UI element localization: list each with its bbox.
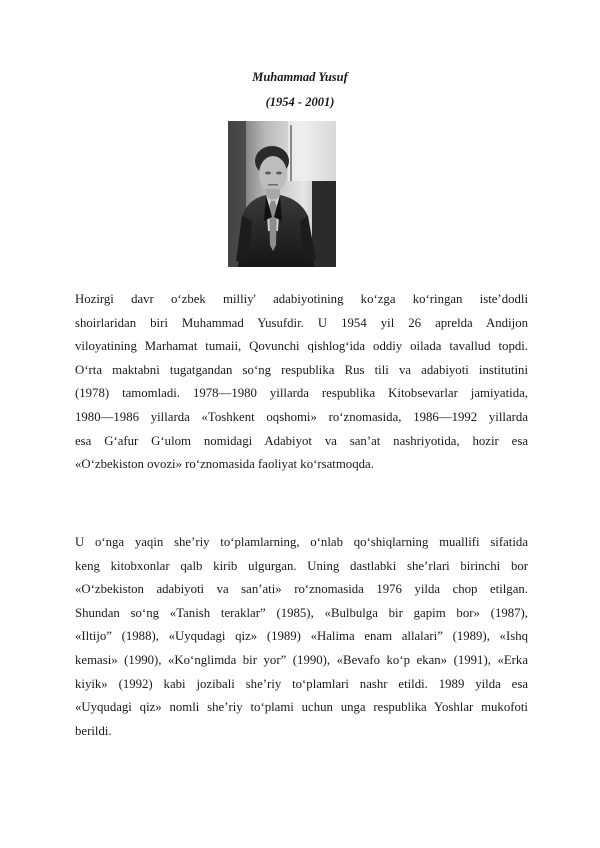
text-line: keng kitobxonlar qalb kirib ulgurgan. Uning dastlabki she’rlari birinchi bor [75, 558, 528, 573]
text-line: kemasi» (1990), «Ko‘nglimda bir yor” (1990), «Bevafo ko‘p ekan» (1991), «Erka [75, 652, 528, 667]
author-name: Muhammad Yusuf [252, 70, 348, 84]
text-line: «Iltijo” (1988), «Uyqudagi qiz» (1989) «Halima enam allalari” (1989), «Ishq [75, 629, 528, 644]
text-line: 1980—1986 yillarda «Toshkent oqshomi» ro‘znomasida, 1986—1992 yillarda [75, 409, 528, 424]
text-line: shoirlaridan biri Muhammad Yusufdir. U 1954 yil 26 aprelda Andijon [75, 315, 528, 330]
author-years: (1954 - 2001) [265, 95, 335, 109]
text-line: kiyik» (1992) kabi jozibali she’riy to‘plamlari nashr etildi. 1989 yilda esa [75, 676, 528, 691]
text-line: berildi. [75, 723, 112, 738]
text-line: viloyatining Marhamat tumaii, Qovunchi qishlog‘ida oddiy oilada tavallud topdi. [75, 339, 528, 354]
biography-paragraph-1 [75, 288, 528, 477]
text-line: esa G‘afur G‘ulom nomidagi Adabiyot va san’at nashriyotida, hozir esa [75, 433, 528, 448]
author-photo [228, 121, 336, 267]
text-line: Shundan so‘ng «Tanish teraklar” (1985), «Bulbulga bir gapim bor» (1987), [75, 605, 528, 620]
biography-paragraph-2 [75, 531, 528, 743]
text-line: O‘rta maktabni tugatgandan so‘ng respublika Rus tili va adabiyoti institutini [75, 362, 528, 377]
text-line: (1978) tamomladi. 1978—1980 yillarda respublika Kitobsevarlar jamiyatida, [75, 386, 528, 401]
text-line: Hozirgi davr o‘zbek milliy' adabiyotining ko‘zga ko‘ringan iste’dodli [75, 292, 528, 306]
text-line: «O‘zbekiston ovozi» ro‘znomasida faoliyat ko‘rsatmoqda. [75, 457, 374, 472]
text-line: «Uyqudagi qiz» nomli she’riy to‘plami uchun unga respublika Yoshlar mukofoti [75, 700, 528, 715]
text-line: U o‘nga yaqin she’riy to‘plamlarning, o‘nlab qo‘shiqlarning muallifi sifatida [75, 535, 528, 549]
text-line: «O‘zbekiston adabiyoti va san’ati» ro‘znomasida 1976 yilda chop etilgan. [75, 582, 528, 597]
